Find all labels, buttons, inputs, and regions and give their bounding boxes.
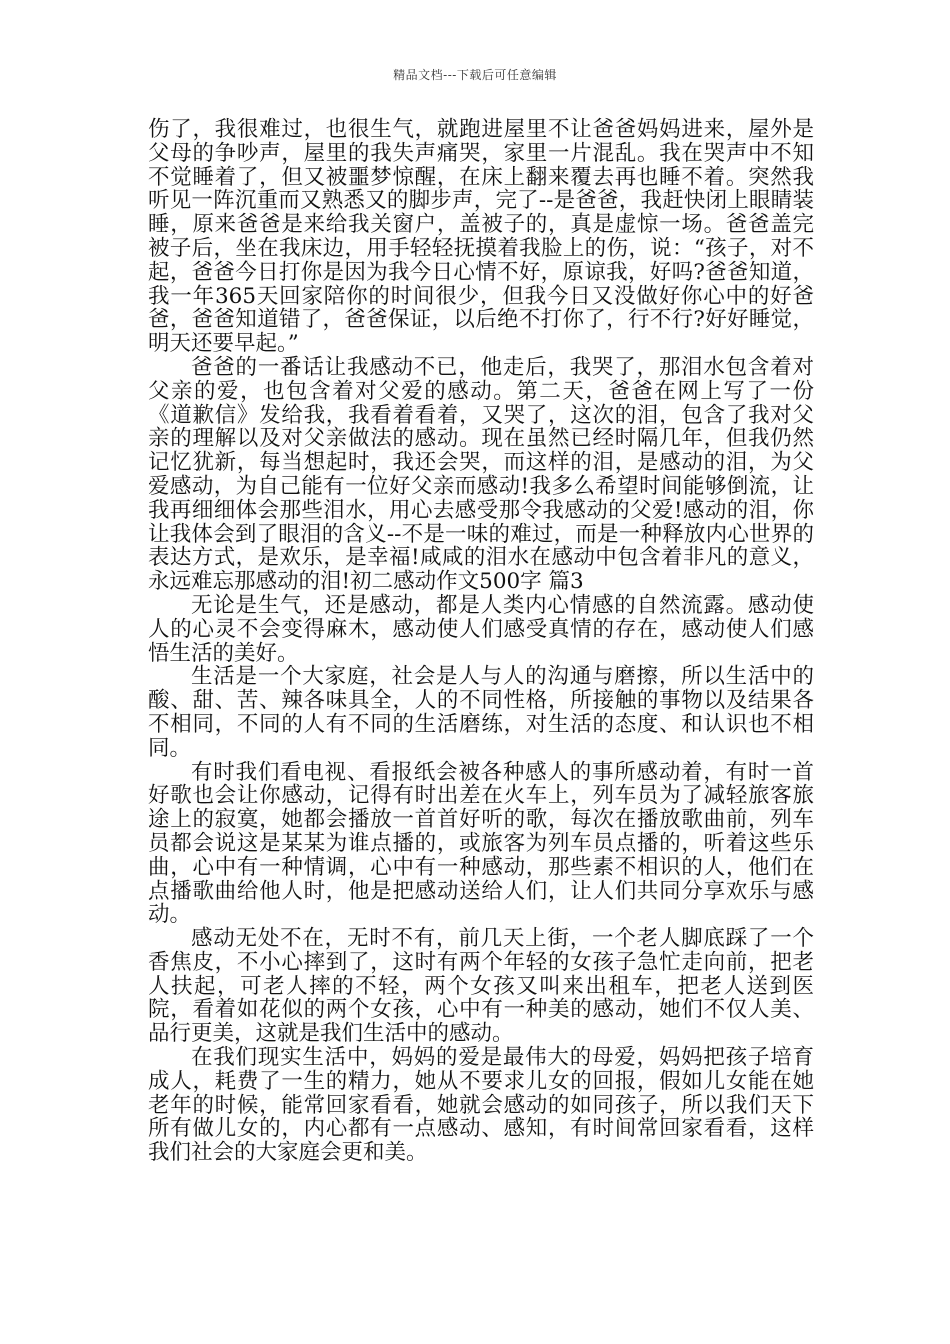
paragraph: 无论是生气，还是感动，都是人类内心情感的自然流露。感动使人的心灵不会变得麻木，感动使人们感受真情的存在，感动使人们感悟生活的美好。 xyxy=(148,592,814,666)
page-header: 精品文档---下载后可任意编辑 xyxy=(393,68,557,82)
paragraph: 有时我们看电视、看报纸会被各种感人的事所感动着，有时一首好歌也会让你感动，记得有时出差在火车上，列车员为了减轻旅客旅途上的寂寞，她都会播放一首首好听的歌，每次在播放歌曲前，列车员都会说这是某某为谁点播的，或旅客为列车员点播的，听着这些乐曲，心中有一种情调，心中有一种感动，那些素不相识的人，他们在点播歌曲给他人时，他是把感动送给人们，让人们共同分享欢乐与感动。 xyxy=(148,759,814,928)
paragraph: 爸爸的一番话让我感动不已，他走后，我哭了，那泪水包含着对父亲的爱，也包含着对父爱的感动。第二天，爸爸在网上写了一份《道歉信》发给我，我看着看着，又哭了，这次的泪，包含了我对父亲的理解以及对父亲做法的感动。现在虽然已经时隔几年，但我仍然记忆犹新，每当想起时，我还会哭，而这样的泪，是感动的泪，为父爱感动，为自己能有一位好父亲而感动!我多么希望时间能够倒流，让我再细细体会那些泪水，用心去感受那令我感动的父爱!感动的泪，你让我体会到了眼泪的含义--不是一味的难过，而是一种释放内心世界的表达方式，是欢乐，是幸福!咸咸的泪水在感动中包含着非凡的意义，永远难忘那感动的泪!初二感动作文500字 篇3 xyxy=(148,354,814,595)
document-body xyxy=(148,118,814,1165)
paragraph: 生活是一个大家庭，社会是人与人的沟通与磨擦，所以生活中的酸、甜、苦、辣各味具全，人的不同性格，所接触的事物以及结果各不相同，不同的人有不同的生活磨练，对生活的态度、和认识也不相同。 xyxy=(148,664,814,761)
paragraph-continued: 伤了，我很难过，也很生气，就跑进屋里不让爸爸妈妈进来，屋外是父母的争吵声，屋里的我失声痛哭，家里一片混乱。我在哭声中不知不觉睡着了，但又被噩梦惊醒，在床上翻来覆去再也睡不着。突然我听见一阵沉重而又熟悉又的脚步声，完了--是爸爸，我赶快闭上眼睛装睡，原来爸爸是来给我关窗户，盖被子的，真是虚惊一场。爸爸盖完被子后，坐在我床边，用手轻轻抚摸着我脸上的伤，说：“孩子，对不起，爸爸今日打你是因为我今日心情不好，原谅我，好吗?爸爸知道，我一年365天回家陪你的时间很少，但我今日又没做好你心中的好爸爸，爸爸知道错了，爸爸保证，以后绝不打你了，行不行?好好睡觉，明天还要早起。” xyxy=(148,117,814,357)
paragraph: 感动无处不在，无时不有，前几天上街，一个老人脚底踩了一个香焦皮，不小心摔到了，这时有两个年轻的女孩子急忙走向前，把老人扶起，可老人摔的不轻，两个女孩又叫来出租车，把老人送到医院，看着如花似的两个女孩，心中有一种美的感动，她们不仅人美、品行更美，这就是我们生活中的感动。 xyxy=(148,926,814,1047)
paragraph: 在我们现实生活中，妈妈的爱是最伟大的母爱，妈妈把孩子培育成人，耗费了一生的精力，她从不要求儿女的回报，假如儿女能在她老年的时候，能常回家看看，她就会感动的如同孩子，所以我们天下所有做儿女的，内心都有一点感动、感知，有时间常回家看看，这样我们社会的大家庭会更和美。 xyxy=(148,1045,814,1166)
